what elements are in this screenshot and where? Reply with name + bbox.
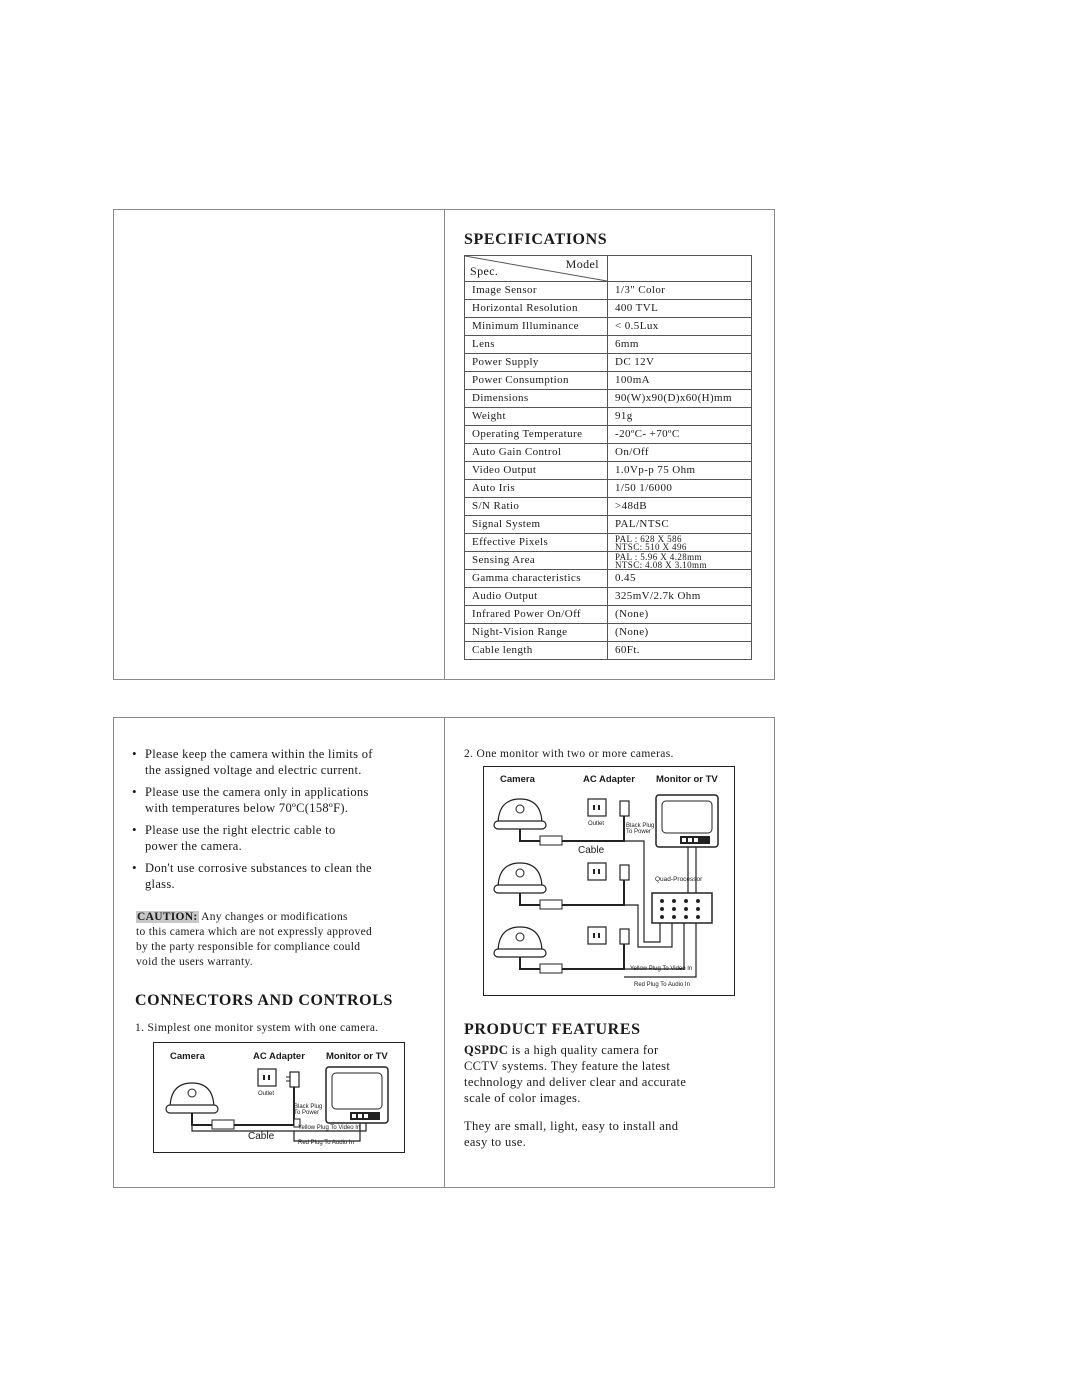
ac-adapter-icon xyxy=(286,1072,299,1087)
spec-header-row xyxy=(465,256,752,282)
caution-word: CAUTION: xyxy=(137,911,198,923)
bullet-item: • Please use the right electric cable to power the camera. xyxy=(132,822,336,853)
spec-value: 325mV/2.7k Ohm xyxy=(608,588,752,606)
spec-value: (None) xyxy=(608,606,752,624)
spec-label: Video Output xyxy=(465,462,608,480)
diagram2-yellow-plug-label: Yellow Plug To Video In xyxy=(630,966,693,972)
spec-label: Audio Output xyxy=(465,588,608,606)
spec-row xyxy=(465,588,752,606)
spec-value: 1/50 1/6000 xyxy=(608,480,752,498)
diagram2-monitor-label: Monitor or TV xyxy=(656,774,718,785)
diagram1-drawing xyxy=(154,1043,403,1151)
spec-row xyxy=(465,462,752,480)
spec-value: PAL : 628 X 586 NTSC: 510 X 496 xyxy=(608,534,752,552)
spec-row xyxy=(465,336,752,354)
spec-label: Effective Pixels xyxy=(465,534,608,552)
diagram2-camera-label: Camera xyxy=(500,774,535,785)
outlet-icon xyxy=(258,1069,276,1086)
spec-row xyxy=(465,480,752,498)
diagram1-red-plug-label: Red Plug To Audio In xyxy=(298,1140,354,1146)
spec-row xyxy=(465,426,752,444)
top-sheet-divider xyxy=(444,210,445,679)
camera-dome-icon xyxy=(494,799,546,829)
diagram1-camera-label: Camera xyxy=(170,1051,205,1062)
caution-notice: CAUTION: Any changes or modifications to this camera which are not expressly approved by the party responsible for compliance could void the users warranty. xyxy=(136,911,373,968)
diagram2-outlet-label: Outlet xyxy=(588,821,605,827)
specifications-title: SPECIFICATIONS xyxy=(464,231,608,248)
spec-value: 0.45 xyxy=(608,570,752,588)
spec-value: >48dB xyxy=(608,498,752,516)
monitor-icon xyxy=(326,1067,388,1123)
outlet-icon xyxy=(588,799,606,816)
diagram-one-camera xyxy=(153,1042,405,1153)
spec-value: 91g xyxy=(608,408,752,426)
spec-value: 60Ft. xyxy=(608,642,752,660)
diagram1-yellow-plug-label: Yellow Plug To Video In xyxy=(298,1125,361,1131)
spec-value: 6mm xyxy=(608,336,752,354)
spec-row xyxy=(465,642,752,660)
spec-row xyxy=(465,534,752,552)
spec-value: 1/3" Color xyxy=(608,282,752,300)
bullet-item: • Please use the camera only in applications with temperatures below 70ºC(158ºF). xyxy=(132,784,369,815)
camera-dome-icon xyxy=(494,863,546,893)
spec-header-cell xyxy=(465,256,608,282)
spec-value: < 0.5Lux xyxy=(608,318,752,336)
spec-label: Power Supply xyxy=(465,354,608,372)
spec-value: On/Off xyxy=(608,444,752,462)
diagram2-adapter-label: AC Adapter xyxy=(583,774,635,785)
spec-label: Gamma characteristics xyxy=(465,570,608,588)
diagram1-adapter-label: AC Adapter xyxy=(253,1051,305,1062)
connectors-item-1: 1. Simplest one monitor system with one camera. xyxy=(135,1022,379,1034)
spec-value: 100mA xyxy=(608,372,752,390)
diagram2-cable-label: Cable xyxy=(578,845,605,856)
spec-label: Lens xyxy=(465,336,608,354)
spec-value: 90(W)x90(D)x60(H)mm xyxy=(608,390,752,408)
spec-row xyxy=(465,570,752,588)
spec-value: DC 12V xyxy=(608,354,752,372)
features-title: PRODUCT FEATURES xyxy=(464,1021,641,1038)
spec-row xyxy=(465,624,752,642)
spec-label: Auto Iris xyxy=(465,480,608,498)
diagram2-red-plug-label: Red Plug To Audio In xyxy=(634,982,690,988)
camera-dome-icon xyxy=(166,1083,218,1113)
spec-row xyxy=(465,372,752,390)
spec-row xyxy=(465,498,752,516)
spec-label: Sensing Area xyxy=(465,552,608,570)
spec-label: Operating Temperature xyxy=(465,426,608,444)
diagram-multi-camera xyxy=(483,766,735,996)
spec-label: Night-Vision Range xyxy=(465,624,608,642)
spec-label: Horizontal Resolution xyxy=(465,300,608,318)
diagram1-outlet-label: Outlet xyxy=(258,1091,275,1097)
spec-value: 400 TVL xyxy=(608,300,752,318)
spec-row xyxy=(465,282,752,300)
spec-row xyxy=(465,408,752,426)
diagram1-monitor-label: Monitor or TV xyxy=(326,1051,388,1062)
connectors-item-2: 2. One monitor with two or more cameras. xyxy=(464,748,674,760)
diagram1-black-plug-label: Black Plug To Power xyxy=(294,1104,323,1116)
diagram2-quad-label: Quad-Processor xyxy=(655,876,703,883)
brand-name: QSPDC xyxy=(464,1043,509,1057)
spec-row xyxy=(465,354,752,372)
spec-value: -20ºC- +70ºC xyxy=(608,426,752,444)
spec-value: (None) xyxy=(608,624,752,642)
camera-dome-icon xyxy=(494,927,546,957)
spec-label: Image Sensor xyxy=(465,282,608,300)
spec-label: Weight xyxy=(465,408,608,426)
quad-processor-icon xyxy=(652,893,712,923)
header-model: Model xyxy=(565,257,599,271)
spec-header-empty xyxy=(608,256,752,282)
bullet-item: • Please keep the camera within the limits of the assigned voltage and electric current. xyxy=(132,746,373,777)
spec-value: PAL/NTSC xyxy=(608,516,752,534)
spec-label: Cable length xyxy=(465,642,608,660)
spec-label: Signal System xyxy=(465,516,608,534)
spec-row xyxy=(465,318,752,336)
bullet-item: • Don't use corrosive substances to clean the glass. xyxy=(132,860,372,891)
outlet-icon xyxy=(588,863,606,880)
spec-label: Minimum Illuminance xyxy=(465,318,608,336)
spec-row xyxy=(465,444,752,462)
spec-label: Auto Gain Control xyxy=(465,444,608,462)
spec-row xyxy=(465,390,752,408)
monitor-icon xyxy=(656,795,718,847)
bottom-sheet-divider xyxy=(444,718,445,1187)
specifications-table xyxy=(464,255,752,660)
spec-row xyxy=(465,606,752,624)
spec-row xyxy=(465,552,752,570)
spec-label: Dimensions xyxy=(465,390,608,408)
outlet-icon xyxy=(588,927,606,944)
spec-label: Infrared Power On/Off xyxy=(465,606,608,624)
features-paragraph-1: QSPDC is a high quality camera for CCTV systems. They feature the latest technology and deliver clear and accurate scale of color images. xyxy=(464,1043,687,1105)
spec-row xyxy=(465,516,752,534)
spec-label: Power Consumption xyxy=(465,372,608,390)
features-paragraph-2: They are small, light, easy to install and easy to use. xyxy=(464,1119,679,1149)
spec-row xyxy=(465,300,752,318)
diagram1-cable-label: Cable xyxy=(248,1131,275,1142)
spec-value: 1.0Vp-p 75 Ohm xyxy=(608,462,752,480)
connectors-title: CONNECTORS AND CONTROLS xyxy=(135,992,393,1009)
spec-value: PAL : 5.96 X 4.28mm NTSC: 4.08 X 3.10mm xyxy=(608,552,752,570)
header-spec: Spec. xyxy=(470,264,499,278)
diagram2-black-plug-label: Black Plug To Power xyxy=(626,823,655,835)
spec-label: S/N Ratio xyxy=(465,498,608,516)
